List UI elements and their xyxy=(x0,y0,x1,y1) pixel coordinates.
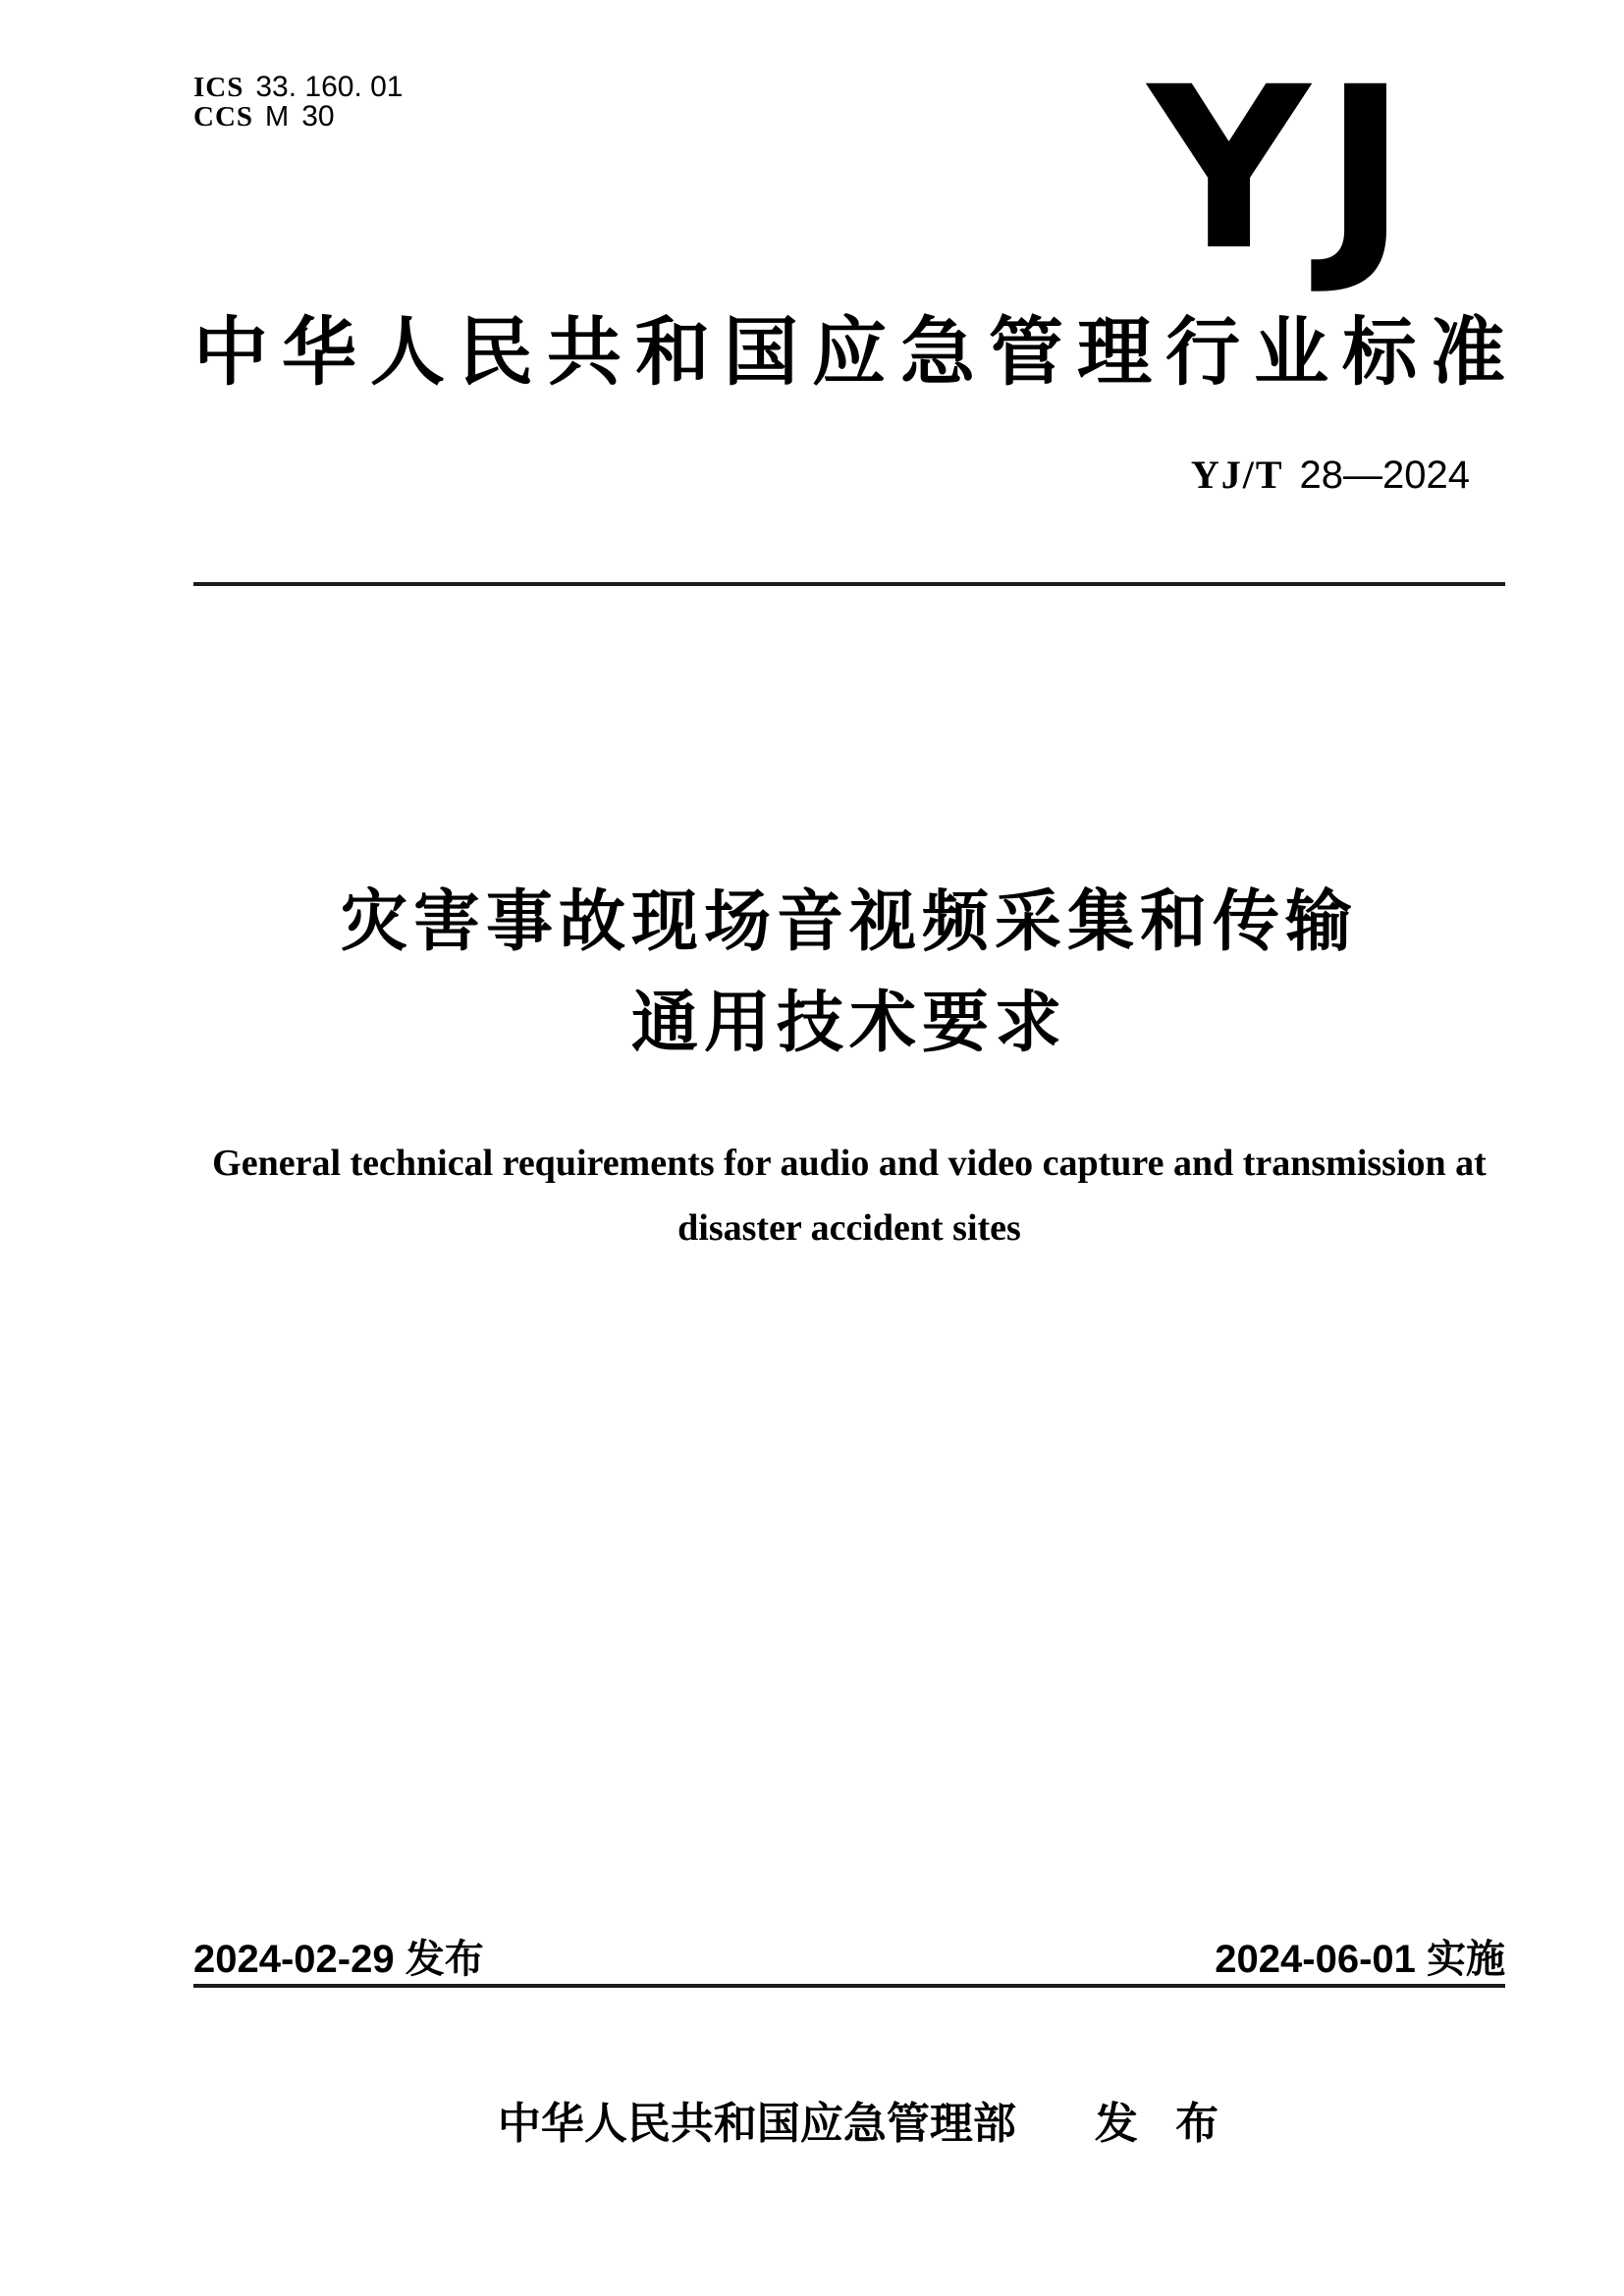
standard-code-prefix: YJ/T xyxy=(1190,453,1284,497)
document-title-en xyxy=(144,1131,1554,1260)
yj-logo: YJ xyxy=(1148,38,1421,299)
document-title-zh-line2: 通用技术要求 xyxy=(630,986,1067,1060)
ccs-label: CCS xyxy=(193,101,254,133)
document-title-zh-line1: 灾害事故现场音视频采集和传输 xyxy=(340,884,1358,959)
ics-code-line xyxy=(193,73,404,102)
top-horizontal-rule xyxy=(193,582,1505,586)
document-title-en-line2: disaster accident sites xyxy=(677,1207,1021,1249)
date-row xyxy=(193,1940,1505,1979)
standard-code xyxy=(193,454,1470,497)
ccs-class: M xyxy=(265,101,291,133)
document-title-en-line1: General technical requirements for audio and video capture and transmission at xyxy=(212,1143,1487,1184)
issue-date: 2024-02-29 发布 xyxy=(193,1938,484,1981)
implement-date: 2024-06-01 实施 xyxy=(1215,1938,1505,1981)
ics-label: ICS xyxy=(193,72,244,103)
classification-codes xyxy=(193,73,404,132)
standard-code-number: 28—2024 xyxy=(1299,454,1470,497)
ics-value: 33. 160. 01 xyxy=(255,71,404,103)
publisher-row xyxy=(205,2100,1517,2148)
ccs-number: 30 xyxy=(301,100,335,133)
publisher-name: 中华人民共和国应急管理部 xyxy=(497,2100,1016,2148)
publish-word: 发 布 xyxy=(1094,2100,1225,2148)
ccs-code-line xyxy=(193,102,404,132)
standard-series-heading: 中华人民共和国应急管理行业标准 xyxy=(193,311,1519,395)
bottom-horizontal-rule xyxy=(193,1984,1505,1988)
